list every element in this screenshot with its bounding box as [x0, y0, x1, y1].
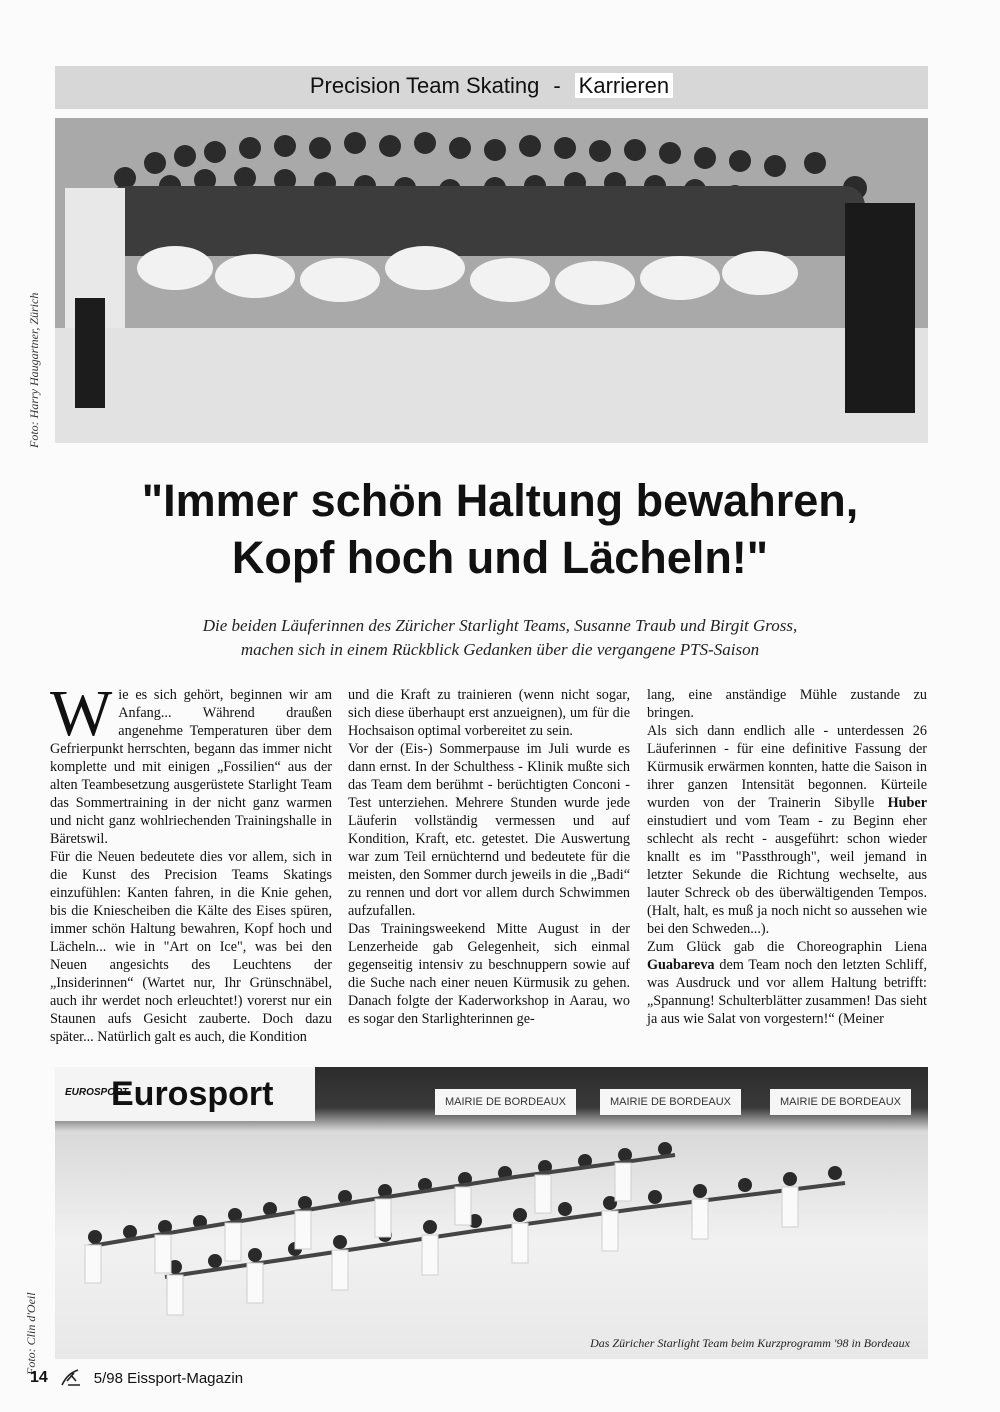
column-3-paragraph-1: lang, eine anständige Mühle zustande zu bringen. [647, 687, 927, 721]
article-headline [40, 472, 960, 586]
column-1-paragraph-1 [50, 677, 332, 848]
banner-mairie-2: MAIRIE DE BORDEAUX [600, 1089, 741, 1115]
column-3-paragraph-2 [647, 722, 927, 938]
top-photo-credit: Foto: Harry Haugartner, Zürich [27, 292, 41, 448]
banner-mairie-1: MAIRIE DE BORDEAUX [435, 1089, 576, 1115]
choreographer-name: Guabareva [647, 957, 715, 973]
column-1-paragraph-1-text: ie es sich gehört, beginnen wir am Anfang... Während draußen angenehme Temperaturen über dem Gefrierpunkt herrschten, begann das immer nicht komplette und mit einigen „Fossilien“ aus der alten Teambesetzung ausgerüstete Starlight Team das Sommertraining in der nicht ganz warmen und nicht ganz wohlriechenden Trainingshalle in Bäretswil. [50, 687, 332, 847]
column-3-paragraph-2-text-a: Als sich dann endlich alle - unterdessen 26 Läuferinnen - für eine definitive Fassung der Kürmusik erwärmen konnten, hatte die Saison in ihrer ganzen Intensität begonnen. Kürteile wurden von der Trainerin Sibylle [647, 723, 927, 811]
section-title: Precision Team Skating [309, 73, 540, 98]
banner-mairie-3: MAIRIE DE BORDEAUX [770, 1089, 911, 1115]
issue-label: 5/98 Eissport-Magazin [93, 1369, 244, 1387]
page-number: 14 [30, 1369, 48, 1386]
trainer-name: Huber [887, 795, 927, 811]
section-header [55, 66, 928, 109]
subhead-line-2: machen sich in einem Rückblick Gedanken über die vergangene PTS-Saison [240, 640, 760, 659]
column-3-paragraph-3 [647, 938, 927, 1028]
column-2-paragraph-1: und die Kraft zu trainieren (wenn nicht sogar, sich diese überhaupt erst anzueignen), um für die Hochsaison optimal vorbereitet zu sein. [348, 687, 630, 739]
article-subhead [80, 614, 920, 662]
column-2-paragraph-3: Das Trainingsweekend Mitte August in der Lenzerheide gab Gelegenheit, sich einmal gegenseitig intensiv zu beschnuppern sowie auf die Suche nach einer neuen Kürmusik zu gehen. Danach folgte der Kaderworkshop in Aarau, wo es sogar den Starlighterinnen ge- [348, 921, 630, 1027]
drop-cap: W [50, 677, 113, 750]
team-group-photo-drawing [55, 118, 928, 443]
column-1-paragraph-2: Für die Neuen bedeutete dies vor allem, sich in die Kunst des Precision Teams Skatings einzufühlen: Kanten fahren, in die Knie gehen, bis die Kniescheiben die Kälte des Eises spüren, immer schön Haltung bewahren, Kopf hoch und Lächeln... wie in "Art on Ice", was bei den Neuen angesichts des Leuchtens der „Insiderinnen“ (Wartet nur, Ihr Grünschnäbel, auch ihr werdet noch erleuchtet!) vorerst nur ein Staunen aufs Gesicht zauberte. Doch dazu später... Natürlich galt es auch, die Kondition [50, 849, 332, 1045]
skater-logo-icon [58, 1367, 84, 1389]
team-ice-photo [55, 1067, 928, 1359]
section-header-text [55, 73, 928, 99]
article-column-1 [50, 677, 332, 1046]
section-separator: - [553, 73, 561, 98]
headline-line-2: Kopf hoch und Lächeln!" [231, 532, 769, 583]
column-2-paragraph-2: Vor der (Eis-) Sommerpause im Juli wurde es dann ernst. In der Schulthess - Klinik mußte sich das Team dem berühmt - berüchtigten Conconi - Test unterziehen. Mehrere Stunden wurde jede Läuferin vollständig vermessen und auf Kondition, Kraft, etc. getestet. Die Auswertung war zum Teil ernüchternd und bedeutete für die meisten, den Sommer durch jeweils in die „Badi“ zu rennen und dort vor allem durch Schwimmen aufzufallen. [348, 741, 630, 919]
headline-line-1: "Immer schön Haltung bewahren, [141, 475, 859, 526]
team-group-photo [55, 118, 928, 443]
eurosport-logo-text: Eurosport [111, 1075, 274, 1113]
subhead-line-1: Die beiden Läuferinnen des Züricher Starlight Teams, Susanne Traub und Birgit Gross, [202, 616, 798, 635]
page-footer [30, 1367, 243, 1389]
bottom-photo-caption: Das Züricher Starlight Team beim Kurzprogramm '98 in Bordeaux [590, 1336, 910, 1350]
article-column-2 [348, 686, 630, 1028]
skaters-drawing [55, 1127, 928, 1359]
eurosport-logo-small: EUROSPORT [65, 1087, 129, 1098]
column-3-paragraph-3-text-b: dem Team noch den letzten Schliff, was Ausdruck und vor allem Haltung betrifft: „Spannung! Schulterblätter zusammen! Das sieht ja aus wie Salat von vorgestern!“ (Meiner [647, 957, 927, 1027]
section-category: Karrieren [575, 73, 673, 98]
bottom-photo-credit: Foto: Clin d'Oeil [24, 1292, 38, 1375]
column-3-paragraph-2-text-b: einstudiert und vom Team - zu Beginn eher schlecht als recht - ausgeführt: schon wieder knallt es im "Passthrough", weil jemand in letzter Sekunde die Richtung wechselte, aus lauter Schreck ob des überwältigenden Tempos. (Halt, halt, es muß ja noch nicht so aussehen wie bei den Schweden...). [647, 813, 927, 937]
column-3-paragraph-3-text-a: Zum Glück gab die Choreographin Liena [647, 939, 927, 955]
article-column-3 [647, 686, 927, 1028]
eurosport-logo [55, 1067, 315, 1121]
